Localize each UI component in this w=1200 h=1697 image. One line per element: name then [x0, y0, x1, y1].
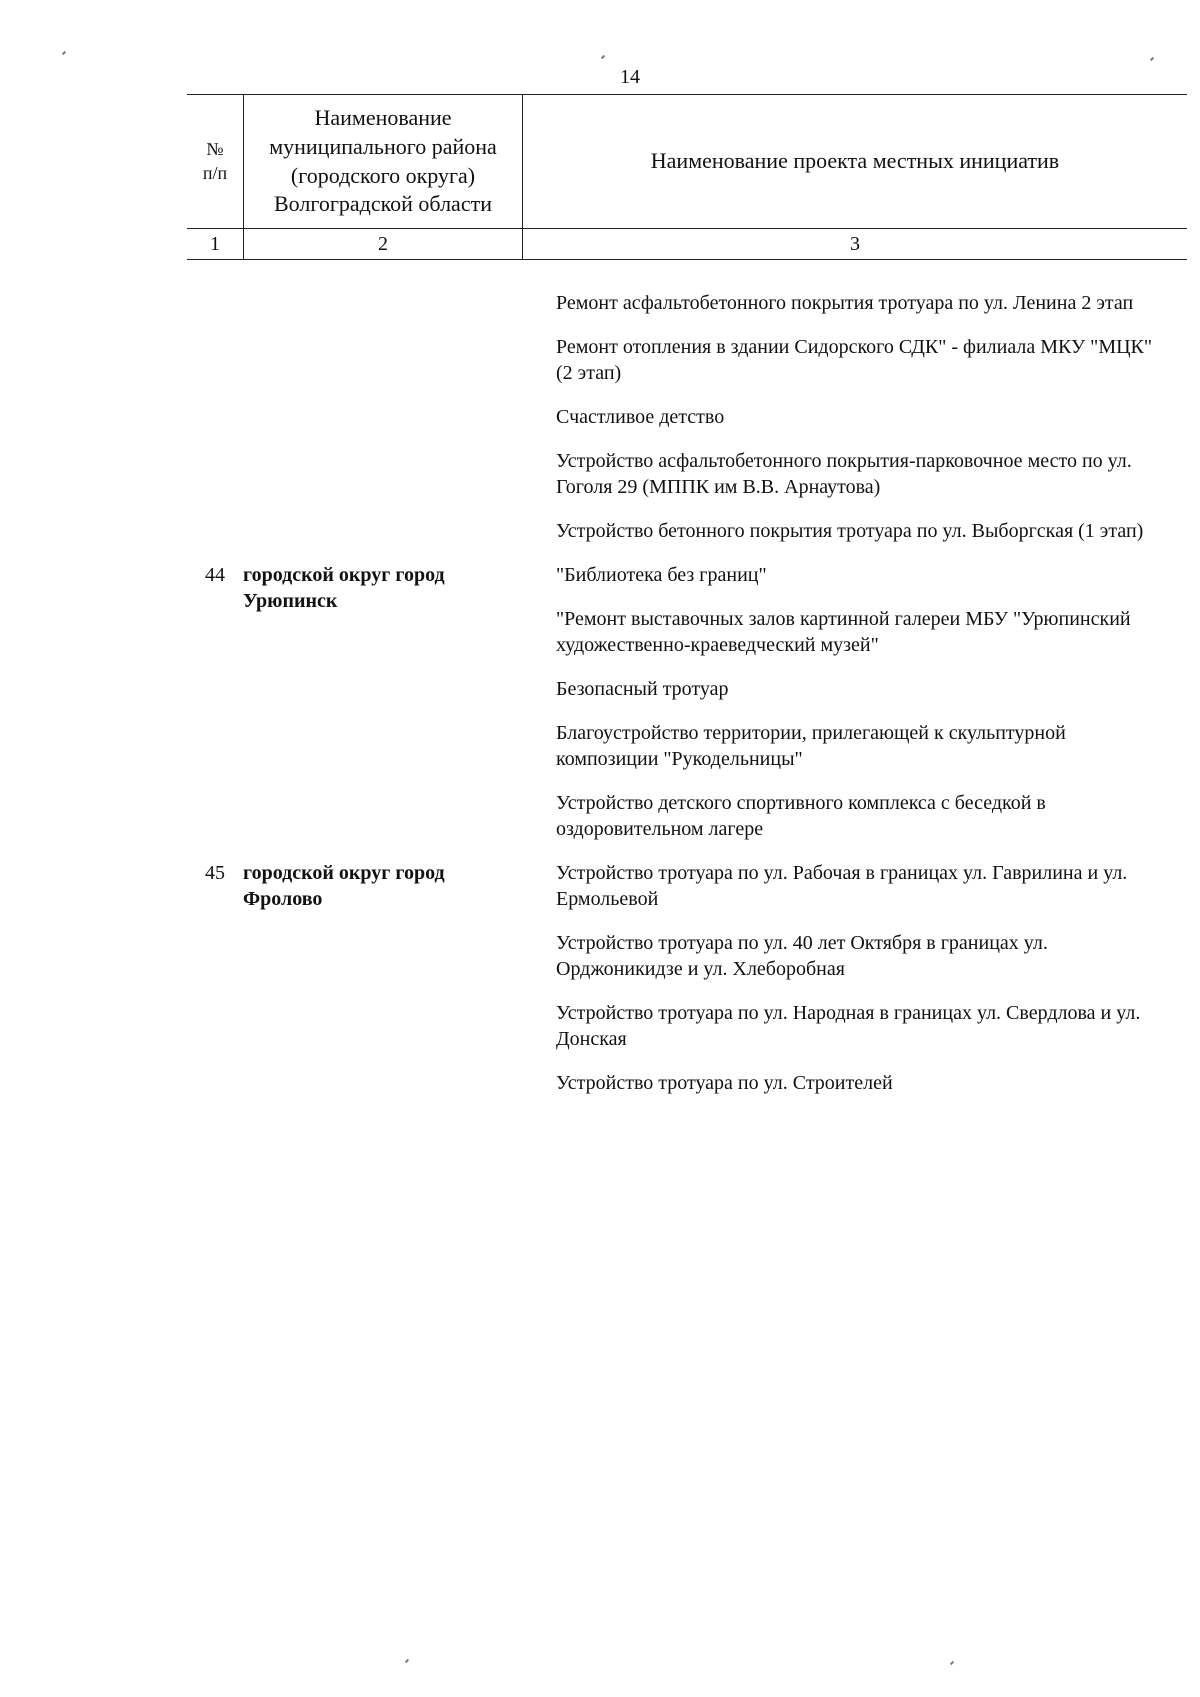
scan-speck — [62, 51, 66, 55]
header-num-label: № п/п — [202, 139, 228, 183]
page-number: 14 — [620, 66, 640, 88]
table-row-continued — [187, 290, 1187, 562]
scan-speck — [950, 1661, 954, 1665]
row-number: 45 — [205, 862, 225, 884]
scan-speck — [601, 55, 605, 59]
header-project-label: Наименование проекта местных инициатив — [650, 148, 1060, 174]
project-item: Устройство детского спортивного комплекса с беседкой в оздоровительном лагере — [556, 792, 1046, 840]
project-item: Благоустройство территории, прилегающей к скульптурной композиции "Рукодельницы" — [556, 722, 1066, 770]
table-body — [187, 290, 1187, 1114]
row-projects — [556, 860, 1156, 1114]
header-col-num — [187, 95, 244, 229]
row-district: городской округ город Урюпинск — [243, 564, 445, 612]
column-number-3: 3 — [850, 233, 860, 255]
project-item: Устройство тротуара по ул. Рабочая в границах ул. Гаврилина и ул. Ермольевой — [556, 862, 1128, 910]
project-item: Устройство бетонного покрытия тротуара по ул. Выборгская (1 этап) — [556, 520, 1144, 542]
scan-speck — [405, 1659, 409, 1663]
project-item: Ремонт асфальтобетонного покрытия тротуара по ул. Ленина 2 этап — [556, 292, 1134, 314]
row-number: 44 — [205, 564, 225, 586]
project-item: "Библиотека без границ" — [556, 564, 767, 586]
row-projects — [556, 562, 1156, 860]
project-item: Ремонт отопления в здании Сидорского СДК" - филиала МКУ "МЦК" (2 этап) — [556, 336, 1153, 384]
project-item: Устройство тротуара по ул. 40 лет Октября в границах ул. Орджоникидзе и ул. Хлеборобная — [556, 932, 1048, 980]
project-item: "Ремонт выставочных залов картинной галереи МБУ "Урюпинский художественно-краеведческий музей" — [556, 608, 1131, 656]
row-district: городской округ город Фролово — [243, 862, 445, 910]
column-number-1: 1 — [187, 229, 244, 260]
header-col-district — [244, 95, 523, 229]
table-row — [187, 562, 1187, 860]
header-col-project — [523, 95, 1188, 229]
project-item: Безопасный тротуар — [556, 678, 729, 700]
project-item: Устройство тротуара по ул. Народная в границах ул. Свердлова и ул. Донская — [556, 1002, 1141, 1050]
table-row — [187, 860, 1187, 1114]
scan-speck — [1150, 57, 1154, 61]
column-number-2: 2 — [244, 229, 523, 260]
table-header — [187, 94, 1187, 260]
project-item: Устройство асфальтобетонного покрытия-парковочное место по ул. Гоголя 29 (МППК им В.В. Арнаутова) — [556, 450, 1132, 498]
row-projects — [556, 290, 1156, 562]
header-district-label: Наименование муниципального района (городского округа) Волгоградской области — [269, 105, 497, 217]
project-item: Устройство тротуара по ул. Строителей — [556, 1072, 893, 1094]
project-item: Счастливое детство — [556, 406, 725, 428]
